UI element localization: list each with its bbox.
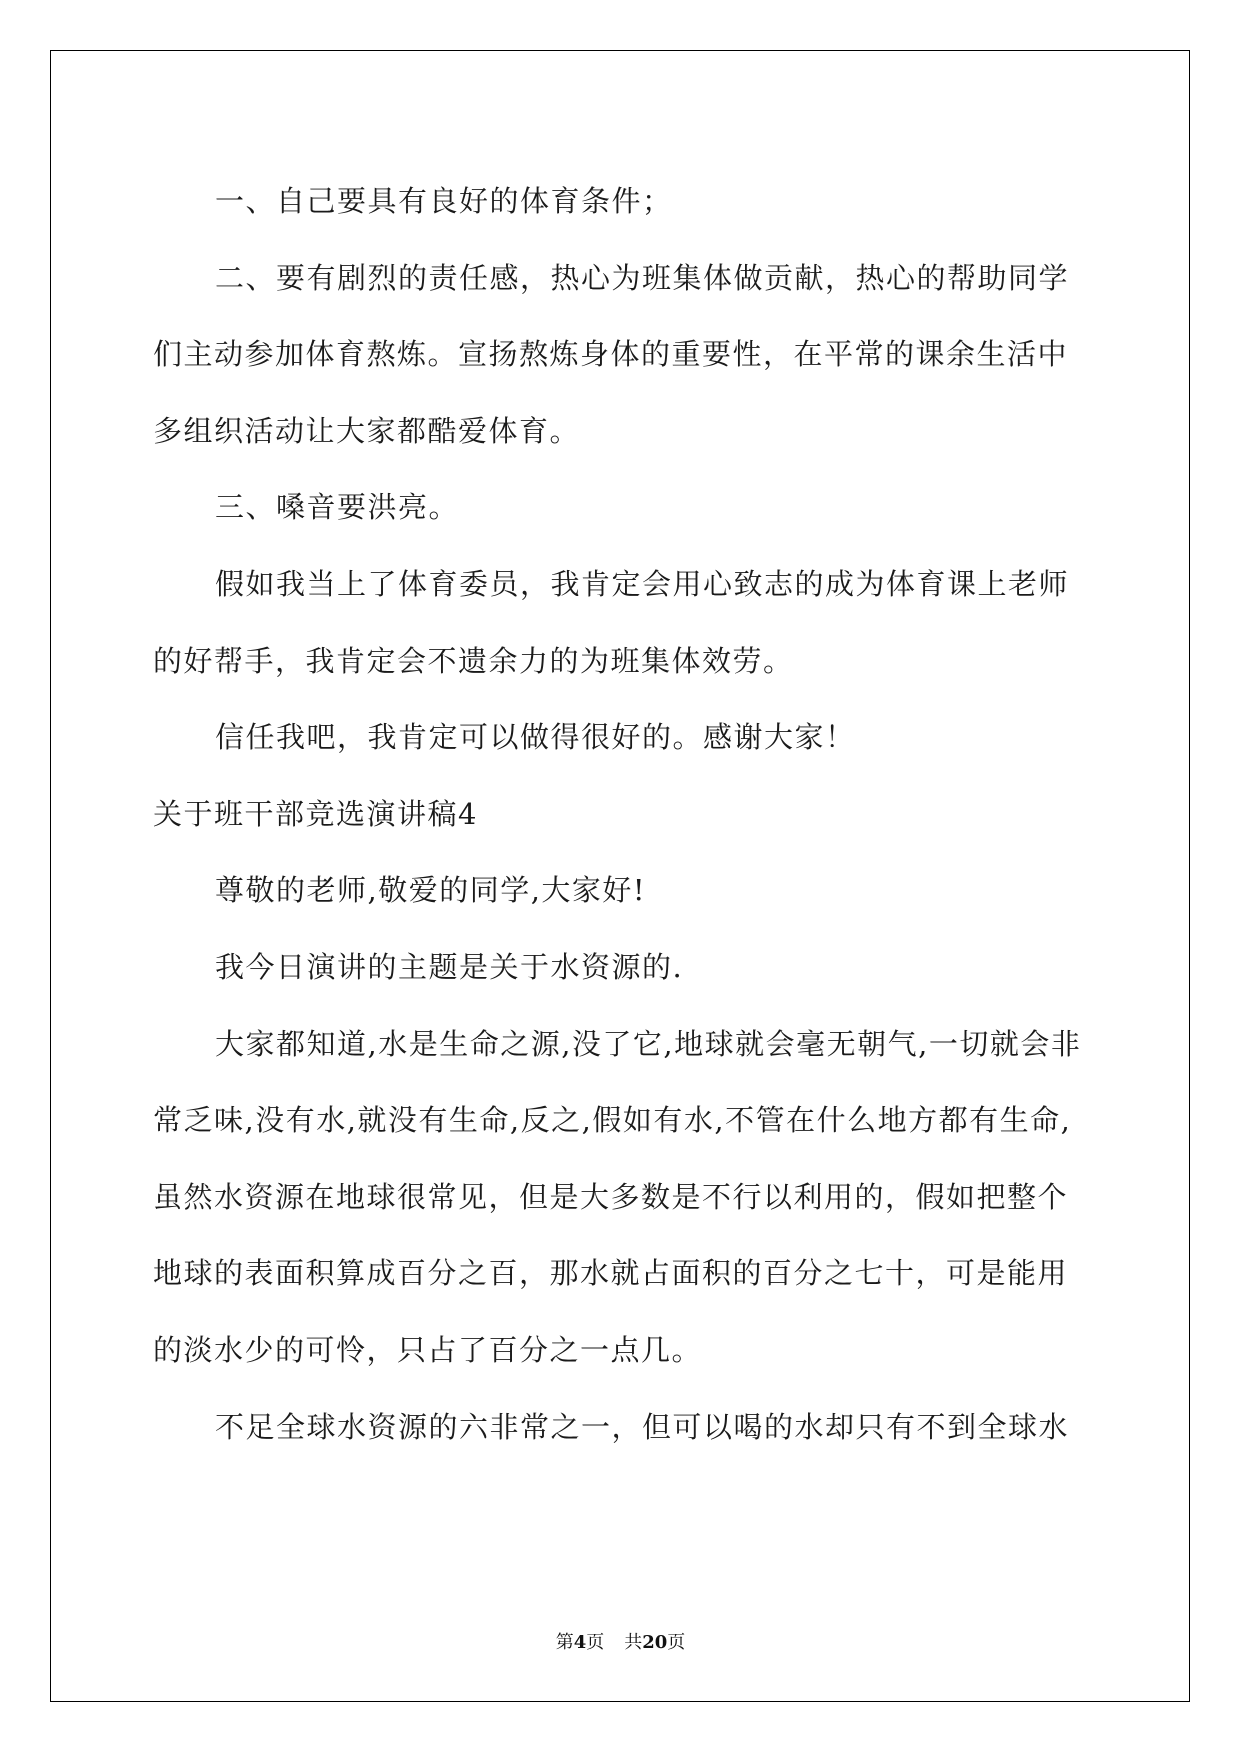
paragraph: 尊敬的老师,敬爱的同学,大家好! — [215, 873, 647, 908]
footer-page-suffix: 页 — [586, 1632, 605, 1653]
page-footer — [0, 1628, 1241, 1654]
paragraph: 二、要有剧烈的责任感，热心为班集体做贡献，热心的帮助同学们主动参加体育熬炼。宣扬熬炼身体的重要性，在平常的课余生活中多组织活动让大家都酷爱体育。 — [153, 260, 1070, 448]
paragraph: 三、嗓音要洪亮。 — [215, 490, 460, 525]
total-pages: 20 — [642, 1632, 668, 1653]
paragraph: 假如我当上了体育委员，我肯定会用心致志的成为体育课上老师的好帮手，我肯定会不遗余力的为班集体效劳。 — [153, 566, 1070, 678]
footer-total-prefix: 共 — [624, 1632, 643, 1653]
footer-prefix: 第 — [555, 1632, 574, 1653]
footer-total-suffix: 页 — [667, 1632, 686, 1653]
paragraph: 大家都知道,水是生命之源,没了它,地球就会毫无朝气,一切就会非常乏味,没有水,就没有生命,反之,假如有水,不管在什么地方都有生命,虽然水资源在地球很常见，但是大多数是不行以利用的，假如把整个地球的表面积算成百分之百，那水就占面积的百分之七十，可是能用的淡水少的可怜，只占了百分之一点几。 — [153, 1026, 1082, 1367]
document-body — [153, 163, 1093, 1465]
section-heading: 关于班干部竞选演讲稿4 — [153, 796, 478, 831]
paragraph: 信任我吧，我肯定可以做得很好的。感谢大家！ — [215, 720, 856, 755]
paragraph: 不足全球水资源的六非常之一，但可以喝的水却只有不到全球水 — [215, 1409, 1070, 1444]
paragraph: 我今日演讲的主题是关于水资源的. — [215, 949, 684, 984]
page-number: 4 — [573, 1632, 587, 1653]
paragraph: 一、自己要具有良好的体育条件； — [215, 184, 673, 218]
